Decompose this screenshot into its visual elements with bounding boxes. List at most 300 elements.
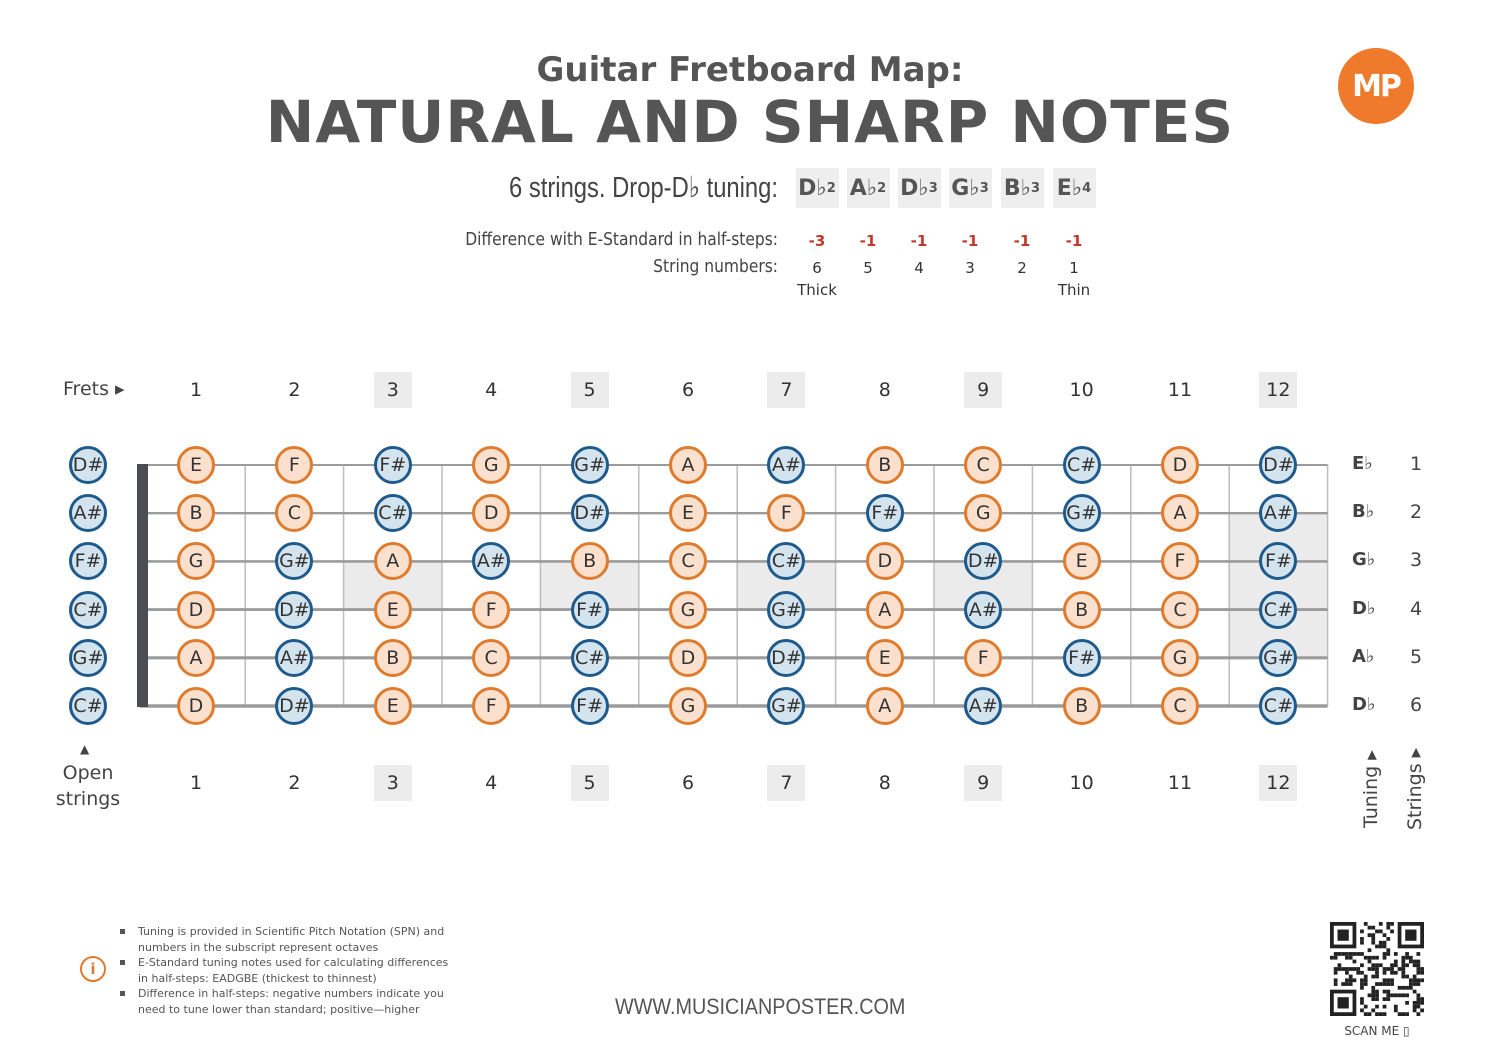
half-step-diff: -1 xyxy=(859,232,877,250)
qr-module xyxy=(1379,963,1383,967)
fret-number: 4 xyxy=(485,772,498,794)
qr-module xyxy=(1398,1012,1402,1016)
thin-label: Thin xyxy=(1057,281,1091,299)
logo[interactable]: MP xyxy=(1338,48,1414,124)
qr-module xyxy=(1416,1001,1420,1005)
qr-module xyxy=(1386,967,1390,971)
footer-notes xyxy=(120,924,460,1017)
tuning-octave: 3 xyxy=(979,180,989,196)
fret-number: 1 xyxy=(189,772,203,794)
string-tuning-label: B♭ xyxy=(1352,501,1375,523)
qr-module xyxy=(1401,986,1405,990)
fret-note: A# xyxy=(767,446,805,484)
half-step-diff: -1 xyxy=(910,232,928,250)
fret-note: D# xyxy=(275,687,313,725)
qr-module xyxy=(1360,971,1364,975)
qr-module xyxy=(1386,978,1390,982)
qr-module xyxy=(1394,952,1398,956)
qr-module xyxy=(1345,978,1349,982)
fret-note: D# xyxy=(964,542,1002,580)
fret-note: D# xyxy=(767,639,805,677)
tuning-octave: 2 xyxy=(826,180,836,196)
qr-module xyxy=(1371,937,1375,941)
qr-module xyxy=(1383,971,1387,975)
qr-module xyxy=(1379,941,1383,945)
open-strings-arrow-icon: ▲ xyxy=(80,742,90,756)
qr-module xyxy=(1416,993,1420,997)
qr-module xyxy=(1356,971,1360,975)
fret-note: C xyxy=(275,494,313,532)
fret-note: E xyxy=(866,639,904,677)
qr-module xyxy=(1379,922,1383,926)
string-tuning-label: A♭ xyxy=(1352,645,1375,667)
qr-module xyxy=(1371,941,1375,945)
qr-module xyxy=(1383,941,1387,945)
qr-module xyxy=(1349,967,1353,971)
fret-note: F# xyxy=(1259,542,1297,580)
qr-module xyxy=(1371,993,1375,997)
fret-number: 6 xyxy=(681,772,695,794)
qr-module xyxy=(1334,952,1338,956)
qr-module xyxy=(1356,952,1360,956)
qr-module xyxy=(1360,930,1364,934)
qr-module xyxy=(1375,967,1379,971)
fret-note: F# xyxy=(1063,639,1101,677)
tuning-octave: 3 xyxy=(1031,180,1041,196)
qr-module xyxy=(1413,990,1417,994)
string-number-label: 3 xyxy=(1409,549,1423,572)
qr-module xyxy=(1401,975,1405,979)
qr-module xyxy=(1360,941,1364,945)
open-string-note: F# xyxy=(69,542,107,580)
fret-note: F# xyxy=(374,446,412,484)
fret-note: E xyxy=(177,446,215,484)
frets-label: Frets ▸ xyxy=(63,378,125,400)
tuning-octave: 2 xyxy=(877,180,887,196)
fret-note: C xyxy=(472,639,510,677)
fret-note: F xyxy=(472,591,510,629)
qr-module xyxy=(1386,948,1390,952)
fret-note: A# xyxy=(472,542,510,580)
qr-module xyxy=(1383,967,1387,971)
qr-module xyxy=(1375,993,1379,997)
qr-module xyxy=(1353,967,1357,971)
fret-note: A xyxy=(177,639,215,677)
qr-module xyxy=(1386,990,1390,994)
qr-module xyxy=(1383,990,1387,994)
fret-note: A xyxy=(669,446,707,484)
qr-module xyxy=(1379,945,1383,949)
fret-note: B xyxy=(866,446,904,484)
fret-note: D# xyxy=(275,591,313,629)
qr-module xyxy=(1371,986,1375,990)
fret-note: E xyxy=(374,591,412,629)
qr-module xyxy=(1360,952,1364,956)
fret-number: 10 xyxy=(1069,772,1094,794)
fret-note: A# xyxy=(964,591,1002,629)
qr-module xyxy=(1409,986,1413,990)
qr-module xyxy=(1398,993,1402,997)
half-step-diff: -3 xyxy=(808,232,826,250)
qr-module xyxy=(1390,922,1394,926)
fret-note: F# xyxy=(571,687,609,725)
tuning-note: G♭ xyxy=(951,175,980,201)
qr-module xyxy=(1401,960,1405,964)
fret-note: D xyxy=(866,542,904,580)
qr-module xyxy=(1341,982,1345,986)
qr-module xyxy=(1413,1008,1417,1012)
qr-module xyxy=(1360,978,1364,982)
qr-finder xyxy=(1338,930,1349,941)
qr-module xyxy=(1413,982,1417,986)
string-number: 6 xyxy=(812,259,822,277)
qr-module xyxy=(1379,930,1383,934)
qr-module xyxy=(1413,975,1417,979)
qr-module xyxy=(1368,933,1372,937)
footer-note: Difference in half-steps: negative numbers indicate you need to tune lower than standard; positive—higher xyxy=(120,986,460,1017)
string-tuning-label: D♭ xyxy=(1352,597,1376,619)
string-tuning-label: E♭ xyxy=(1352,453,1373,474)
qr-module xyxy=(1364,982,1368,986)
qr-module xyxy=(1360,1001,1364,1005)
qr-module xyxy=(1405,956,1409,960)
qr-module xyxy=(1386,922,1390,926)
qr-module xyxy=(1409,978,1413,982)
fret-note: D xyxy=(472,494,510,532)
string-number-label: 2 xyxy=(1409,501,1423,524)
open-string-note: C# xyxy=(69,687,107,725)
fret-number: 3 xyxy=(374,372,412,408)
qr-module xyxy=(1368,960,1372,964)
fret-note: D# xyxy=(1259,446,1297,484)
fret-number: 12 xyxy=(1259,765,1297,801)
tuning-note: D♭ xyxy=(798,175,827,201)
qr-module xyxy=(1383,1005,1387,1009)
fret-number: 10 xyxy=(1069,379,1094,401)
string-number: 3 xyxy=(965,259,975,277)
qr-module xyxy=(1371,967,1375,971)
qr-code[interactable] xyxy=(1330,922,1424,1016)
qr-module xyxy=(1420,967,1424,971)
fret-note: B xyxy=(177,494,215,532)
qr-module xyxy=(1401,963,1405,967)
fret-note: G# xyxy=(275,542,313,580)
open-strings-label xyxy=(54,760,122,812)
string-number: 4 xyxy=(914,259,924,277)
qr-module xyxy=(1386,993,1390,997)
qr-module xyxy=(1383,956,1387,960)
qr-module xyxy=(1364,975,1368,979)
qr-module xyxy=(1416,978,1420,982)
qr-module xyxy=(1345,952,1349,956)
qr-module xyxy=(1371,975,1375,979)
qr-module xyxy=(1353,960,1357,964)
qr-module xyxy=(1394,960,1398,964)
fret-number: 5 xyxy=(571,372,609,408)
open-string-note: C# xyxy=(69,591,107,629)
qr-module xyxy=(1394,971,1398,975)
qr-module xyxy=(1416,963,1420,967)
qr-module xyxy=(1379,982,1383,986)
qr-module xyxy=(1405,952,1409,956)
qr-module xyxy=(1368,993,1372,997)
qr-module xyxy=(1375,956,1379,960)
qr-module xyxy=(1420,1008,1424,1012)
qr-module xyxy=(1353,978,1357,982)
qr-module xyxy=(1345,956,1349,960)
qr-module xyxy=(1409,982,1413,986)
qr-module xyxy=(1390,963,1394,967)
fret-note: C# xyxy=(374,494,412,532)
qr-module xyxy=(1364,1005,1368,1009)
qr-module xyxy=(1390,930,1394,934)
fret-number: 7 xyxy=(767,372,805,408)
qr-module xyxy=(1375,971,1379,975)
tuning-octave: 3 xyxy=(928,180,938,196)
qr-module xyxy=(1330,956,1334,960)
string-numbers-label: String numbers: xyxy=(653,256,778,277)
fret-note: G xyxy=(964,494,1002,532)
fret-note: A xyxy=(374,542,412,580)
qr-module xyxy=(1375,997,1379,1001)
fret-note: B xyxy=(374,639,412,677)
qr-module xyxy=(1386,926,1390,930)
open-string-note: D# xyxy=(69,446,107,484)
qr-module xyxy=(1409,960,1413,964)
website-link[interactable]: WWW.MUSICIANPOSTER.COM xyxy=(615,994,906,1019)
qr-module xyxy=(1368,1012,1372,1016)
qr-module xyxy=(1375,1012,1379,1016)
qr-module xyxy=(1390,967,1394,971)
qr-module xyxy=(1394,1008,1398,1012)
qr-module xyxy=(1383,952,1387,956)
fret-number: 11 xyxy=(1167,379,1193,401)
qr-module xyxy=(1334,982,1338,986)
qr-module xyxy=(1349,952,1353,956)
qr-module xyxy=(1394,963,1398,967)
qr-module xyxy=(1371,956,1375,960)
qr-module xyxy=(1398,986,1402,990)
qr-module xyxy=(1360,986,1364,990)
qr-module xyxy=(1371,963,1375,967)
qr-module xyxy=(1364,1012,1368,1016)
half-step-diff: -1 xyxy=(961,232,979,250)
fret-note: G# xyxy=(1259,639,1297,677)
qr-module xyxy=(1375,982,1379,986)
fret-note: G xyxy=(669,687,707,725)
fret-marker-shade xyxy=(1229,513,1327,658)
tuning-octave: 4 xyxy=(1082,180,1092,196)
qr-module xyxy=(1375,990,1379,994)
fret-note: C# xyxy=(1063,446,1101,484)
strings-axis-label: Strings ▸ xyxy=(1404,747,1426,830)
fret-number: 12 xyxy=(1259,372,1297,408)
qr-module xyxy=(1360,982,1364,986)
qr-module xyxy=(1413,960,1417,964)
fret-note: A xyxy=(1161,494,1199,532)
qr-module xyxy=(1379,1012,1383,1016)
qr-module xyxy=(1405,993,1409,997)
fret-note: G# xyxy=(1063,494,1101,532)
fret-note: F xyxy=(275,446,313,484)
qr-module xyxy=(1383,933,1387,937)
fret-note: C xyxy=(964,446,1002,484)
open-label-line1: Open xyxy=(62,762,114,784)
fret-note: F# xyxy=(866,494,904,532)
qr-module xyxy=(1338,963,1342,967)
qr-module xyxy=(1368,926,1372,930)
qr-module xyxy=(1356,967,1360,971)
qr-module xyxy=(1401,956,1405,960)
string-tuning-label: G♭ xyxy=(1352,549,1376,571)
open-string-note: G# xyxy=(69,639,107,677)
fret-note: G xyxy=(1161,639,1199,677)
qr-module xyxy=(1390,971,1394,975)
qr-module xyxy=(1401,971,1405,975)
qr-module xyxy=(1338,952,1342,956)
fret-note: E xyxy=(669,494,707,532)
tuning-label: 6 strings. Drop-D♭ tuning: xyxy=(509,172,778,204)
tuning-note: D♭ xyxy=(900,175,929,201)
fret-note: B xyxy=(571,542,609,580)
qr-module xyxy=(1349,982,1353,986)
qr-module xyxy=(1416,982,1420,986)
qr-module xyxy=(1383,945,1387,949)
fret-number: 1 xyxy=(189,379,203,401)
qr-module xyxy=(1409,956,1413,960)
fret-note: G xyxy=(472,446,510,484)
fret-note: G# xyxy=(571,446,609,484)
qr-module xyxy=(1341,967,1345,971)
footer-note: E-Standard tuning notes used for calculating differences in half-steps: EADGBE (thickest to thinnest) xyxy=(120,955,460,986)
qr-module xyxy=(1338,967,1342,971)
fret-number: 5 xyxy=(571,765,609,801)
tuning-note: B♭ xyxy=(1003,175,1032,201)
fret-note: F xyxy=(1161,542,1199,580)
scan-me-label: SCAN ME ▯ xyxy=(1344,1024,1410,1038)
qr-module xyxy=(1345,982,1349,986)
qr-module xyxy=(1416,1005,1420,1009)
qr-module xyxy=(1416,971,1420,975)
qr-module xyxy=(1405,1012,1409,1016)
qr-module xyxy=(1360,1008,1364,1012)
qr-module xyxy=(1383,978,1387,982)
qr-module xyxy=(1394,993,1398,997)
qr-module xyxy=(1416,952,1420,956)
fret-note: G xyxy=(669,591,707,629)
qr-module xyxy=(1401,1012,1405,1016)
open-label-line2: strings xyxy=(55,788,121,810)
fret-number: 9 xyxy=(964,765,1002,801)
qr-module xyxy=(1383,1012,1387,1016)
qr-module xyxy=(1405,963,1409,967)
qr-module xyxy=(1353,952,1357,956)
qr-module xyxy=(1334,971,1338,975)
qr-module xyxy=(1371,1008,1375,1012)
tuning-note: E♭ xyxy=(1056,175,1083,201)
fret-note: G xyxy=(177,542,215,580)
qr-module xyxy=(1386,997,1390,1001)
nut xyxy=(137,464,148,707)
fret-note: E xyxy=(1063,542,1101,580)
qr-module xyxy=(1413,978,1417,982)
qr-module xyxy=(1416,960,1420,964)
qr-module xyxy=(1405,1001,1409,1005)
footer-note: Tuning is provided in Scientific Pitch Notation (SPN) and numbers in the subscript represent octaves xyxy=(120,924,460,955)
fret-note: C# xyxy=(571,639,609,677)
fret-number: 4 xyxy=(485,379,498,401)
string-number: 2 xyxy=(1017,259,1027,277)
fret-note: F xyxy=(472,687,510,725)
qr-module xyxy=(1416,997,1420,1001)
string-number-label: 6 xyxy=(1409,694,1423,716)
fret-note: D# xyxy=(571,494,609,532)
qr-module xyxy=(1390,993,1394,997)
qr-module xyxy=(1405,975,1409,979)
qr-module xyxy=(1413,1001,1417,1005)
fret-note: A# xyxy=(275,639,313,677)
qr-module xyxy=(1390,978,1394,982)
qr-finder xyxy=(1338,997,1349,1008)
thick-label: Thick xyxy=(797,281,837,299)
qr-module xyxy=(1375,975,1379,979)
qr-module xyxy=(1398,967,1402,971)
qr-module xyxy=(1334,978,1338,982)
fret-note: A# xyxy=(964,687,1002,725)
fret-number: 2 xyxy=(288,379,301,401)
qr-module xyxy=(1375,945,1379,949)
qr-module xyxy=(1349,975,1353,979)
open-string-note: A# xyxy=(69,494,107,532)
string-number: 5 xyxy=(863,259,873,277)
fret-note: D xyxy=(177,591,215,629)
diff-label: Difference with E-Standard in half-steps: xyxy=(465,229,778,250)
qr-module xyxy=(1386,982,1390,986)
tuning-note: A♭ xyxy=(849,175,878,201)
fret-number: 2 xyxy=(288,772,301,794)
fret-note: B xyxy=(1063,591,1101,629)
qr-module xyxy=(1401,993,1405,997)
qr-module xyxy=(1345,971,1349,975)
fret-number: 6 xyxy=(681,379,695,401)
qr-module xyxy=(1420,978,1424,982)
string-number-label: 5 xyxy=(1409,645,1423,668)
qr-module xyxy=(1394,1005,1398,1009)
fret-note: F xyxy=(964,639,1002,677)
fret-note: A# xyxy=(1259,494,1297,532)
page-title: NATURAL AND SHARP NOTES xyxy=(265,88,1235,156)
fret-note: D xyxy=(669,639,707,677)
qr-module xyxy=(1413,963,1417,967)
qr-module xyxy=(1368,967,1372,971)
fret-note: C xyxy=(1161,591,1199,629)
qr-module xyxy=(1386,937,1390,941)
qr-module xyxy=(1383,997,1387,1001)
string-number-label: 4 xyxy=(1409,597,1423,620)
qr-module xyxy=(1364,956,1368,960)
fret-note: G# xyxy=(767,591,805,629)
qr-module xyxy=(1364,922,1368,926)
fret-note: A xyxy=(866,687,904,725)
qr-module xyxy=(1371,990,1375,994)
tuning-axis-label: Tuning ▸ xyxy=(1360,750,1382,828)
qr-module xyxy=(1368,948,1372,952)
qr-module xyxy=(1371,933,1375,937)
qr-module xyxy=(1420,971,1424,975)
qr-module xyxy=(1360,997,1364,1001)
fret-note: E xyxy=(374,687,412,725)
qr-module xyxy=(1413,1005,1417,1009)
